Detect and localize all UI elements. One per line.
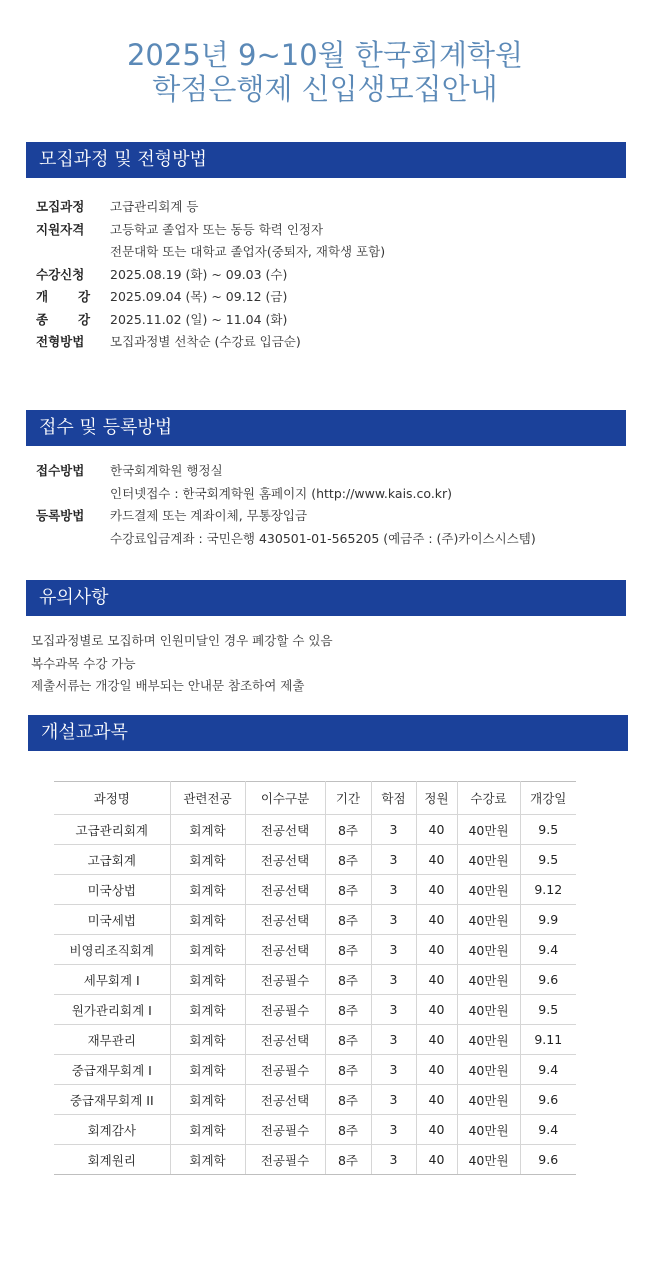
info-label: 모집과정 bbox=[36, 199, 85, 214]
table-cell: 8주 bbox=[325, 965, 371, 995]
table-cell: 40만원 bbox=[457, 1025, 520, 1055]
table-cell: 8주 bbox=[325, 1085, 371, 1115]
table-cell: 3 bbox=[371, 875, 416, 905]
table-row bbox=[54, 965, 576, 995]
table-cell: 미국상법 bbox=[54, 875, 170, 905]
info-row bbox=[36, 286, 385, 309]
info-value: 2025.11.02 (일) ~ 11.04 (화) bbox=[110, 311, 288, 327]
table-cell: 8주 bbox=[325, 845, 371, 875]
table-cell: 9.4 bbox=[520, 935, 576, 965]
table-cell: 40만원 bbox=[457, 995, 520, 1025]
table-cell: 9.4 bbox=[520, 1055, 576, 1085]
info-value: 고등학교 졸업자 또는 동등 학력 인정자 bbox=[110, 221, 324, 237]
table-header-row bbox=[54, 782, 576, 815]
table-cell: 40 bbox=[416, 965, 457, 995]
table-cell: 3 bbox=[371, 845, 416, 875]
info-value: 2025.09.04 (목) ~ 09.12 (금) bbox=[110, 289, 288, 304]
table-cell: 회계학 bbox=[170, 845, 245, 875]
table-cell: 8주 bbox=[325, 905, 371, 935]
table-cell: 재무관리 bbox=[54, 1025, 170, 1055]
table-cell: 회계학 bbox=[170, 995, 245, 1025]
info-row bbox=[36, 331, 385, 354]
registration-info bbox=[36, 460, 536, 550]
table-row bbox=[54, 1115, 576, 1145]
info-value: 모집과정별 선착순 (수강료 입금순) bbox=[110, 334, 301, 349]
table-cell: 회계학 bbox=[170, 1055, 245, 1085]
table-cell: 3 bbox=[371, 935, 416, 965]
table-cell: 8주 bbox=[325, 815, 371, 845]
table-cell: 전공선택 bbox=[245, 875, 325, 905]
table-row bbox=[54, 935, 576, 965]
section-heading-recruitment: 모집과정 및 전형방법 bbox=[26, 142, 626, 178]
table-cell: 회계학 bbox=[170, 875, 245, 905]
table-row bbox=[54, 875, 576, 905]
table-cell: 전공필수 bbox=[245, 995, 325, 1025]
info-value: 전문대학 또는 대학교 졸업자(중퇴자, 재학생 포함) bbox=[110, 244, 386, 259]
table-cell: 40 bbox=[416, 1085, 457, 1115]
page-title-line1: 2025년 9~10월 한국회계학원 bbox=[126, 38, 523, 72]
course-table bbox=[54, 781, 576, 1175]
column-header: 정원 bbox=[416, 782, 457, 815]
table-cell: 3 bbox=[371, 1145, 416, 1175]
table-cell: 40 bbox=[416, 845, 457, 875]
info-label: 종 강 bbox=[36, 311, 91, 327]
info-label: 지원자격 bbox=[36, 221, 85, 237]
section-heading-registration: 접수 및 등록방법 bbox=[26, 410, 626, 446]
table-cell: 40만원 bbox=[457, 965, 520, 995]
table-cell: 중급재무회계 II bbox=[54, 1085, 170, 1115]
table-cell: 8주 bbox=[325, 1025, 371, 1055]
table-cell: 40만원 bbox=[457, 875, 520, 905]
table-cell: 전공선택 bbox=[245, 815, 325, 845]
table-cell: 3 bbox=[371, 1115, 416, 1145]
table-cell: 9.12 bbox=[520, 875, 576, 905]
table-cell: 전공필수 bbox=[245, 965, 325, 995]
table-cell: 전공필수 bbox=[245, 1055, 325, 1085]
table-cell: 40 bbox=[416, 1145, 457, 1175]
table-cell: 회계감사 bbox=[54, 1115, 170, 1145]
table-row bbox=[54, 995, 576, 1025]
column-header: 이수구분 bbox=[245, 782, 325, 815]
info-value: 한국회계학원 행정실 bbox=[110, 463, 223, 478]
table-cell: 9.11 bbox=[520, 1025, 576, 1055]
section-heading-courses: 개설교과목 bbox=[28, 715, 628, 751]
info-value: 고급관리회계 등 bbox=[110, 199, 199, 214]
table-row bbox=[54, 1085, 576, 1115]
note-item: 복수과목 수강 가능 bbox=[31, 655, 136, 671]
table-cell: 전공선택 bbox=[245, 935, 325, 965]
info-row bbox=[36, 528, 536, 551]
table-cell: 9.6 bbox=[520, 1085, 576, 1115]
table-cell: 원가관리회계 I bbox=[54, 995, 170, 1025]
table-cell: 3 bbox=[371, 995, 416, 1025]
table-cell: 세무회계 I bbox=[54, 965, 170, 995]
info-label: 전형방법 bbox=[36, 334, 85, 349]
info-value: 카드결제 또는 계좌이체, 무통장입금 bbox=[110, 508, 308, 523]
info-label: 등록방법 bbox=[36, 508, 85, 523]
section-heading-notes: 유의사항 bbox=[26, 580, 626, 616]
table-cell: 40 bbox=[416, 1055, 457, 1085]
table-cell: 40만원 bbox=[457, 1085, 520, 1115]
table-cell: 회계학 bbox=[170, 1085, 245, 1115]
info-row bbox=[36, 196, 385, 219]
table-cell: 40 bbox=[416, 905, 457, 935]
table-row bbox=[54, 815, 576, 845]
info-row bbox=[36, 460, 536, 483]
table-cell: 회계학 bbox=[170, 965, 245, 995]
table-cell: 40만원 bbox=[457, 1145, 520, 1175]
table-cell: 3 bbox=[371, 815, 416, 845]
column-header: 기간 bbox=[325, 782, 371, 815]
table-cell: 9.4 bbox=[520, 1115, 576, 1145]
table-cell: 40 bbox=[416, 1025, 457, 1055]
table-cell: 전공선택 bbox=[245, 845, 325, 875]
info-label: 수강신청 bbox=[36, 266, 85, 282]
table-cell: 40만원 bbox=[457, 935, 520, 965]
table-cell: 9.5 bbox=[520, 815, 576, 845]
notes-list bbox=[31, 630, 333, 698]
table-cell: 고급회계 bbox=[54, 845, 170, 875]
column-header: 과정명 bbox=[54, 782, 170, 815]
table-cell: 회계학 bbox=[170, 1025, 245, 1055]
table-cell: 3 bbox=[371, 965, 416, 995]
table-cell: 8주 bbox=[325, 875, 371, 905]
table-row bbox=[54, 905, 576, 935]
table-cell: 40 bbox=[416, 995, 457, 1025]
info-row bbox=[36, 483, 536, 506]
table-cell: 중급재무회계 I bbox=[54, 1055, 170, 1085]
table-cell: 회계학 bbox=[170, 815, 245, 845]
table-cell: 3 bbox=[371, 1025, 416, 1055]
table-cell: 회계원리 bbox=[54, 1145, 170, 1175]
info-row bbox=[36, 505, 536, 528]
table-cell: 8주 bbox=[325, 1115, 371, 1145]
table-cell: 3 bbox=[371, 905, 416, 935]
column-header: 개강일 bbox=[520, 782, 576, 815]
table-cell: 전공선택 bbox=[245, 905, 325, 935]
table-row bbox=[54, 1055, 576, 1085]
table-cell: 9.6 bbox=[520, 1145, 576, 1175]
table-cell: 40만원 bbox=[457, 845, 520, 875]
table-cell: 전공필수 bbox=[245, 1115, 325, 1145]
table-cell: 40 bbox=[416, 815, 457, 845]
table-cell: 40만원 bbox=[457, 1115, 520, 1145]
table-cell: 고급관리회계 bbox=[54, 815, 170, 845]
info-row bbox=[36, 219, 385, 242]
table-row bbox=[54, 1145, 576, 1175]
table-cell: 회계학 bbox=[170, 935, 245, 965]
table-cell: 8주 bbox=[325, 1145, 371, 1175]
table-cell: 40만원 bbox=[457, 815, 520, 845]
table-row bbox=[54, 1025, 576, 1055]
table-cell: 9.9 bbox=[520, 905, 576, 935]
table-cell: 8주 bbox=[325, 995, 371, 1025]
column-header: 수강료 bbox=[457, 782, 520, 815]
info-label: 개 강 bbox=[36, 289, 91, 304]
column-header: 관련전공 bbox=[170, 782, 245, 815]
table-cell: 전공필수 bbox=[245, 1145, 325, 1175]
table-cell: 미국세법 bbox=[54, 905, 170, 935]
recruitment-info bbox=[36, 196, 385, 354]
page-title-line2: 학점은행제 신입생모집안내 bbox=[152, 72, 498, 106]
table-cell: 8주 bbox=[325, 935, 371, 965]
info-value: 2025.08.19 (화) ~ 09.03 (수) bbox=[110, 266, 288, 282]
table-cell: 3 bbox=[371, 1085, 416, 1115]
note-item: 제출서류는 개강일 배부되는 안내문 참조하여 제출 bbox=[31, 678, 305, 693]
table-cell: 회계학 bbox=[170, 1115, 245, 1145]
table-cell: 40만원 bbox=[457, 905, 520, 935]
table-cell: 전공선택 bbox=[245, 1025, 325, 1055]
table-cell: 비영리조직회계 bbox=[54, 935, 170, 965]
info-row bbox=[36, 241, 385, 264]
column-header: 학점 bbox=[371, 782, 416, 815]
info-label: 접수방법 bbox=[36, 463, 85, 478]
table-cell: 40 bbox=[416, 935, 457, 965]
info-value: 인터넷접수 : 한국회계학원 홈페이지 (http://www.kais.co.kr) bbox=[110, 485, 453, 501]
table-cell: 회계학 bbox=[170, 1145, 245, 1175]
info-value: 수강료입금계좌 : 국민은행 430501-01-565205 (예금주 : (주)카이스시스템) bbox=[110, 530, 536, 546]
table-cell: 3 bbox=[371, 1055, 416, 1085]
table-cell: 9.6 bbox=[520, 965, 576, 995]
table-cell: 회계학 bbox=[170, 905, 245, 935]
info-row bbox=[36, 309, 385, 332]
table-cell: 9.5 bbox=[520, 845, 576, 875]
table-cell: 전공선택 bbox=[245, 1085, 325, 1115]
table-cell: 9.5 bbox=[520, 995, 576, 1025]
table-cell: 40 bbox=[416, 875, 457, 905]
info-row bbox=[36, 264, 385, 287]
table-cell: 8주 bbox=[325, 1055, 371, 1085]
table-cell: 40 bbox=[416, 1115, 457, 1145]
table-cell: 40만원 bbox=[457, 1055, 520, 1085]
note-item: 모집과정별로 모집하며 인원미달인 경우 폐강할 수 있음 bbox=[31, 633, 333, 648]
table-row bbox=[54, 845, 576, 875]
